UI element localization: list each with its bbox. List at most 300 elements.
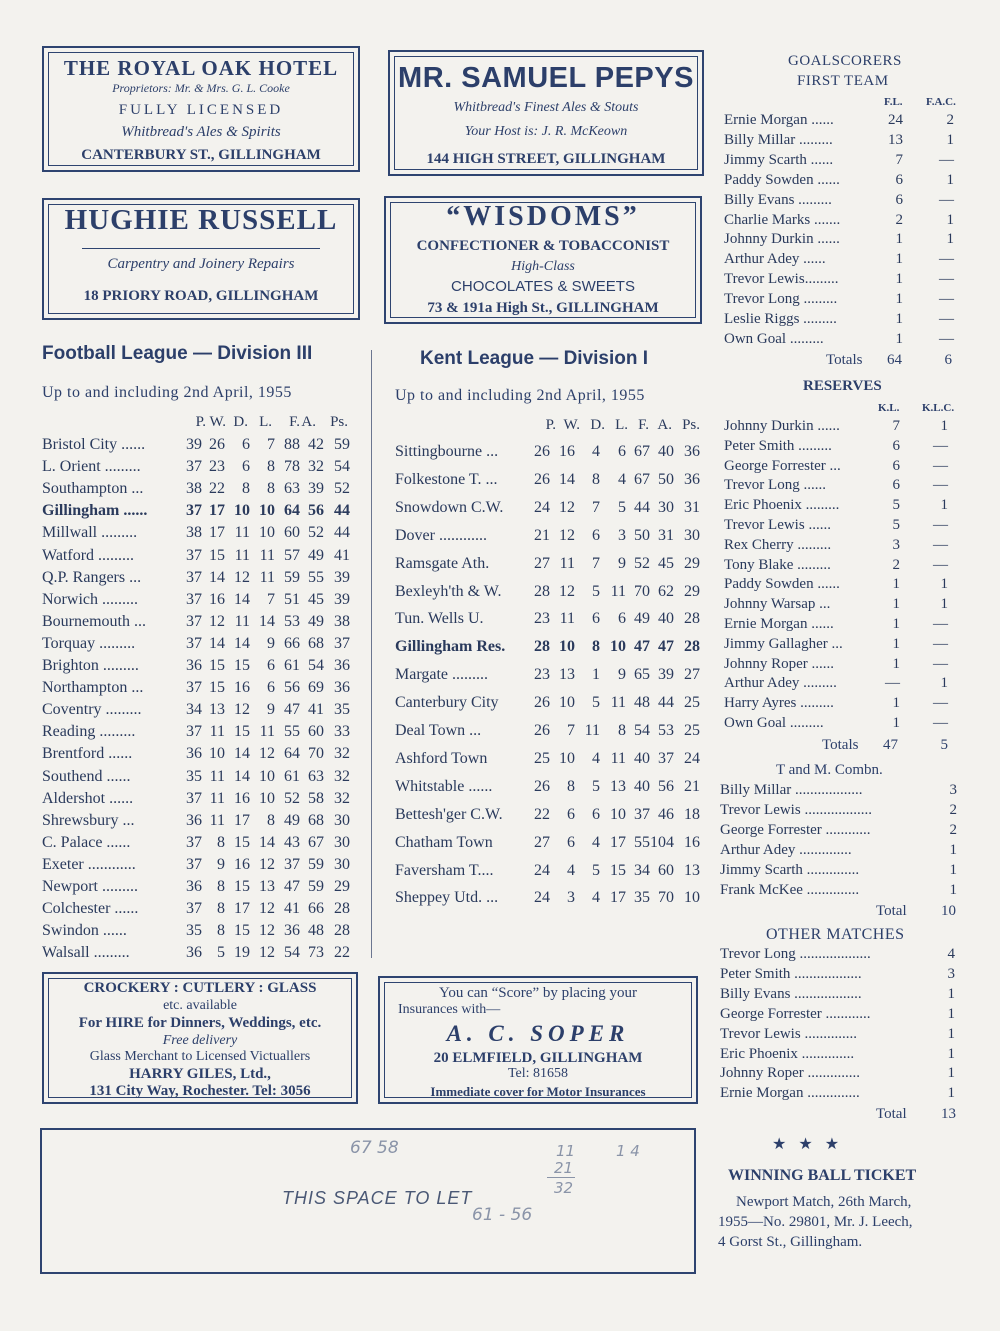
scorer-name: Frank McKee .............. (720, 881, 860, 898)
goals-value: 1 (892, 576, 900, 593)
stat-cell: 38 (186, 480, 202, 498)
goals-value: 1 (949, 841, 957, 858)
ad-address: CANTERBURY ST., GILLINGHAM (81, 147, 321, 163)
stat-cell: 56 (308, 502, 324, 520)
team-name: Brentford ...... (42, 745, 133, 763)
goals-value: 1 (940, 576, 948, 593)
stat-cell: 32 (334, 745, 350, 763)
column-header: P. (545, 417, 556, 433)
scorer-name: Paddy Sowden ...... (724, 576, 840, 593)
stat-cell: 59 (284, 568, 300, 586)
stat-cell: 47 (658, 638, 674, 656)
stat-cell: 22 (334, 944, 350, 962)
stat-cell: 7 (567, 722, 575, 739)
team-name: C. Palace ...... (42, 833, 131, 851)
goals-value: 1 (947, 985, 955, 1002)
stat-cell: 6 (618, 443, 626, 460)
ad-name: HARRY GILES, Ltd., (129, 1066, 271, 1082)
stat-cell: 8 (217, 833, 225, 851)
scorer-name: Paddy Sowden ...... (724, 171, 840, 188)
stat-cell: 6 (242, 436, 250, 453)
stat-cell: 9 (217, 855, 225, 873)
stat-cell: 60 (308, 723, 324, 741)
stat-cell: 37 (186, 502, 202, 520)
goals-value: 1 (947, 1065, 955, 1082)
stat-cell: 40 (634, 749, 650, 767)
stat-cell: 7 (592, 498, 600, 516)
stat-cell: 59 (308, 878, 324, 895)
ad-ales: Whitbread's Ales & Spirits (121, 124, 281, 140)
stat-cell: 10 (209, 745, 225, 763)
goals-value: 3 (949, 782, 957, 798)
goals-value: — (933, 616, 948, 632)
team-name: Aldershot ...... (42, 789, 134, 807)
stat-cell: 40 (658, 610, 674, 628)
stat-cell: 53 (284, 612, 300, 630)
stat-cell: 7 (267, 436, 275, 453)
goals-value: 1 (946, 131, 954, 148)
stat-cell: 16 (234, 679, 250, 697)
scorer-row (0, 882, 990, 902)
stat-cell: 6 (592, 526, 600, 544)
ad-title: “WISDOMS” (446, 201, 640, 232)
ad-tel: Tel: 81658 (507, 1066, 569, 1081)
scorer-name: Arthur Adey ...... (724, 251, 826, 268)
stat-cell: 14 (209, 634, 225, 652)
stat-cell: 34 (186, 701, 202, 719)
team-name: Gillingham ...... (42, 502, 148, 520)
combn-total-label: Total (876, 903, 907, 919)
ad-title: HUGHIE RUSSELL (64, 204, 338, 236)
scorer-name: Johnny Roper ...... (724, 655, 834, 672)
goals-value: 1 (946, 171, 954, 188)
scorer-row (0, 152, 990, 172)
scorer-row (0, 1065, 990, 1085)
goals-value: 1 (940, 596, 948, 613)
scorer-name: Jimmy Scarth .............. (720, 861, 860, 878)
stat-cell: 36 (684, 470, 700, 488)
goals-value: — (933, 536, 948, 553)
stat-cell: 17 (610, 833, 626, 851)
stat-cell: 54 (634, 722, 650, 739)
scorer-row (0, 458, 990, 478)
column-header: D. (590, 417, 605, 433)
stat-cell: 28 (684, 638, 700, 656)
football-league-date: Up to and including 2nd April, 1955 (42, 384, 292, 401)
stat-cell: 23 (534, 666, 550, 684)
stat-cell: 57 (284, 546, 300, 564)
stat-cell: 37 (186, 568, 202, 586)
goals-value: 5 (892, 497, 900, 514)
stat-cell: 104 (650, 833, 674, 851)
goals-value: 1 (895, 271, 903, 288)
ad-trade: CONFECTIONER & TOBACCONIST (416, 238, 670, 254)
stat-cell: 52 (334, 480, 350, 498)
scorer-row (0, 862, 990, 882)
reserves-total-klc: 5 (940, 737, 948, 753)
stat-cell: 14 (209, 568, 225, 586)
stat-cell: 31 (684, 498, 700, 516)
stat-cell: 10 (559, 749, 575, 767)
stat-cell: 48 (308, 922, 324, 940)
team-name: Sittingbourne ... (395, 443, 499, 460)
goals-value: — (933, 517, 948, 533)
scorer-row (0, 695, 990, 715)
stat-cell: 11 (209, 811, 225, 829)
scorer-name: Charlie Marks ....... (724, 211, 841, 228)
stat-cell: 39 (186, 436, 202, 453)
stat-cell: 62 (658, 582, 674, 600)
stat-cell: 52 (284, 789, 300, 807)
stat-cell: 37 (186, 590, 202, 608)
goals-value: — (933, 635, 948, 652)
reserves-col2: K.L.C. (922, 402, 955, 414)
goals-value: 1 (949, 881, 957, 898)
team-name: L. Orient ......... (42, 458, 141, 476)
stat-cell: 37 (186, 723, 202, 741)
ad-ales: Whitbread's Finest Ales & Stouts (453, 100, 639, 115)
stat-cell: 11 (234, 546, 250, 564)
kent-league-title: Kent League — Division I (420, 348, 649, 369)
stat-cell: 22 (534, 805, 550, 823)
goalscorers-title: GOALSCORERS (788, 53, 902, 69)
stat-cell: 8 (267, 811, 275, 829)
stat-cell: 35 (334, 701, 350, 719)
stat-cell: 13 (209, 701, 225, 719)
stat-cell: 26 (534, 777, 550, 795)
stat-cell: 37 (634, 805, 650, 823)
stat-cell: 56 (658, 777, 674, 795)
scorer-name: Ernie Morgan ...... (724, 112, 834, 128)
stat-cell: 12 (234, 568, 250, 586)
team-name: Coventry ......... (42, 701, 142, 719)
stat-cell: 11 (610, 749, 626, 767)
team-name: Bournemouth ... (42, 612, 146, 630)
stat-cell: 38 (186, 524, 202, 542)
stat-cell: 10 (610, 638, 626, 656)
scorer-row (0, 802, 990, 822)
stat-cell: 47 (284, 878, 300, 895)
stat-cell: 11 (209, 767, 225, 785)
scorer-name: Ernie Morgan .............. (720, 1085, 860, 1102)
stat-cell: 17 (610, 889, 626, 907)
scorer-row (0, 251, 990, 271)
scorer-name: Leslie Riggs ......... (724, 311, 837, 327)
table-row (0, 922, 710, 942)
goals-value: 2 (895, 211, 903, 228)
goals-value: 1 (940, 675, 948, 692)
stat-cell: 54 (284, 944, 300, 962)
stat-cell: 26 (534, 443, 550, 460)
stat-cell: 9 (267, 634, 275, 652)
stat-cell: 8 (267, 480, 275, 498)
goals-value: — (933, 477, 948, 494)
stat-cell: 5 (618, 498, 626, 516)
stat-cell: 44 (334, 524, 350, 542)
stat-cell: 44 (634, 498, 650, 516)
stat-cell: 26 (534, 722, 550, 739)
stat-cell: 11 (209, 789, 225, 807)
stat-cell: 44 (658, 694, 674, 712)
goals-value: — (939, 330, 954, 347)
stat-cell: 25 (684, 722, 700, 739)
team-name: Exeter ............ (42, 855, 136, 873)
scorer-name: Johnny Durkin ...... (724, 418, 840, 434)
stat-cell: 88 (284, 436, 300, 453)
stat-cell: 14 (559, 470, 575, 488)
scorer-row (0, 212, 990, 232)
goals-value: 1 (949, 861, 957, 878)
ad-address: 18 PRIORY ROAD, GILLINGHAM (83, 288, 319, 304)
scorer-name: Billy Evans .................. (720, 985, 862, 1002)
stat-cell: 23 (209, 458, 225, 476)
stat-cell: 12 (559, 498, 575, 516)
scorer-name: Billy Millar .................. (720, 782, 863, 798)
stat-cell: 35 (186, 922, 202, 940)
stat-cell: 51 (284, 590, 300, 608)
stat-cell: 14 (259, 833, 275, 851)
reserves-title: RESERVES (803, 378, 882, 394)
scorer-name: Tony Blake ......... (724, 556, 831, 573)
stat-cell: 37 (186, 833, 202, 851)
stat-cell: 39 (334, 590, 350, 608)
stat-cell: 68 (308, 634, 324, 652)
team-name: Dover ............ (395, 526, 487, 544)
stat-cell: 11 (559, 554, 575, 572)
stat-cell: 26 (534, 694, 550, 712)
stat-cell: 78 (284, 458, 300, 476)
column-header: Ps. (682, 417, 700, 433)
stat-cell: 36 (334, 657, 350, 674)
goals-value: 1 (892, 715, 900, 731)
stat-cell: 12 (259, 900, 275, 918)
scorer-row (0, 636, 990, 656)
scorer-name: George Forrester ............ (720, 1005, 871, 1022)
stat-cell: 12 (259, 922, 275, 940)
goals-value: 1 (947, 1025, 955, 1042)
stat-cell: 59 (308, 855, 324, 873)
stat-cell: 16 (234, 789, 250, 807)
scorer-row (0, 112, 990, 132)
stat-cell: 35 (634, 889, 650, 907)
stat-cell: 8 (267, 458, 275, 476)
goals-value: 1 (895, 291, 903, 308)
column-header: L. (615, 417, 628, 433)
scorer-row (0, 675, 990, 695)
team-name: Whitstable ...... (395, 777, 493, 795)
stat-cell: 39 (658, 666, 674, 684)
stat-cell: 6 (592, 610, 600, 628)
stat-cell: 7 (267, 590, 275, 608)
stat-cell: 36 (186, 745, 202, 763)
team-name: Tun. Wells U. (395, 610, 484, 628)
ad-licensed: FULLY LICENSED (118, 102, 284, 118)
stat-cell: 52 (308, 524, 324, 542)
stat-cell: 8 (217, 922, 225, 940)
stat-cell: 3 (567, 889, 575, 907)
stat-cell: 8 (217, 878, 225, 895)
stat-cell: 60 (658, 861, 674, 879)
kent-league-date: Up to and including 2nd April, 1955 (395, 387, 645, 404)
stat-cell: 47 (634, 638, 650, 656)
scorer-name: Billy Evans ......... (724, 191, 832, 208)
scorer-name: Trevor Long ...... (724, 477, 826, 494)
stat-cell: 4 (592, 749, 600, 767)
scorer-row (0, 842, 990, 862)
stat-cell: 24 (534, 861, 550, 879)
scorer-name: George Forrester ............ (720, 821, 871, 838)
goals-value: 1 (892, 695, 900, 712)
column-header: A. (301, 414, 316, 430)
ad-available: etc. available (163, 998, 237, 1013)
goals-value: 1 (940, 418, 948, 434)
stat-cell: 27 (534, 554, 550, 572)
stat-cell: 13 (259, 878, 275, 895)
team-name: Southampton ... (42, 480, 144, 498)
ad-host: Your Host is: J. R. McKeown (464, 124, 628, 139)
scorer-row (0, 517, 990, 537)
stat-cell: 15 (234, 657, 250, 674)
stat-cell: 15 (209, 546, 225, 564)
scorer-name: Own Goal ......... (724, 330, 824, 347)
stat-cell: 49 (284, 811, 300, 829)
ad-name: A. C. SOPER (446, 1021, 630, 1046)
stat-cell: 37 (284, 855, 300, 873)
stat-cell: 25 (684, 694, 700, 712)
scorer-row (0, 616, 990, 636)
stat-cell: 12 (234, 701, 250, 719)
goals-value: 1 (895, 311, 903, 327)
goals-value: 6 (892, 457, 900, 474)
handwritten-line (547, 1177, 575, 1178)
goals-value: 3 (947, 965, 955, 982)
stat-cell: 52 (634, 554, 650, 572)
scorer-name: Trevor Lewis......... (724, 271, 839, 288)
stat-cell: 19 (234, 944, 250, 962)
team-name: Swindon ...... (42, 922, 127, 940)
scorer-row (0, 311, 990, 331)
stat-cell: 15 (234, 922, 250, 940)
stat-cell: 11 (259, 568, 275, 586)
team-name: Ashford Town (395, 749, 488, 767)
stat-cell: 15 (610, 861, 626, 879)
goals-value: 1 (947, 1005, 955, 1022)
stat-cell: 12 (259, 855, 275, 873)
column-header: P. (195, 414, 206, 430)
stat-cell: 45 (308, 590, 324, 608)
stat-cell: 37 (186, 855, 202, 873)
stat-cell: 11 (259, 546, 275, 564)
stat-cell: 66 (284, 634, 300, 652)
team-name: Shrewsbury ... (42, 811, 135, 829)
stat-cell: 6 (567, 805, 575, 823)
ad-address: 73 & 191a High St., GILLINGHAM (427, 300, 659, 316)
first-team-col2: F.A.C. (926, 96, 956, 108)
scorer-name: Johnny Durkin ...... (724, 231, 840, 248)
first-team-col1: F.L. (884, 96, 903, 108)
goals-value: — (939, 311, 954, 327)
team-name: Northampton ... (42, 679, 144, 697)
stat-cell: 47 (284, 701, 300, 719)
team-name: Brighton ......... (42, 657, 139, 674)
stat-cell: 70 (634, 582, 650, 600)
goals-value: 2 (892, 556, 900, 573)
goals-value: 1 (892, 635, 900, 652)
stat-cell: 14 (234, 590, 250, 608)
column-header: F. (638, 417, 649, 433)
ad-line2: Insurances with— (398, 1002, 501, 1017)
stat-cell: 40 (634, 777, 650, 795)
stat-cell: 12 (259, 745, 275, 763)
stat-cell: 48 (634, 694, 650, 712)
stat-cell: 24 (534, 498, 550, 516)
team-name: Ramsgate Ath. (395, 554, 490, 572)
winning-ticket-title: WINNING BALL TICKET (728, 1167, 917, 1184)
reserves-total-kl: 47 (883, 737, 898, 753)
team-name: Chatham Town (395, 833, 493, 851)
scorer-row (0, 596, 990, 616)
stat-cell: 36 (334, 679, 350, 697)
scorer-row (0, 132, 990, 152)
stat-cell: 5 (592, 861, 600, 879)
stat-cell: 64 (284, 745, 300, 763)
scorer-row (0, 1046, 990, 1066)
stat-cell: 37 (186, 789, 202, 807)
ad-title: THE ROYAL OAK HOTEL (63, 56, 339, 80)
goals-value: — (939, 291, 954, 308)
team-name: Bettesh'ger C.W. (395, 805, 503, 823)
scorer-row (0, 172, 990, 192)
stat-cell: 36 (684, 443, 700, 460)
stat-cell: 46 (658, 805, 674, 823)
stat-cell: 37 (186, 634, 202, 652)
scorer-name: Johnny Roper .............. (720, 1065, 860, 1082)
stat-cell: 6 (267, 657, 275, 674)
scorer-row (0, 192, 990, 212)
stat-cell: 11 (610, 582, 626, 600)
stat-cell: 27 (684, 666, 700, 684)
stat-cell: 29 (334, 878, 350, 895)
stat-cell: 30 (684, 526, 700, 544)
stat-cell: 60 (284, 524, 300, 542)
ad-delivery: Free delivery (162, 1033, 238, 1048)
ad-proprietors: Proprietors: Mr. & Mrs. G. L. Cooke (112, 81, 290, 95)
goals-value: 4 (947, 946, 955, 962)
scorer-name: George Forrester ... (724, 457, 841, 474)
stat-cell: 10 (684, 889, 700, 907)
stat-cell: 12 (559, 526, 575, 544)
scorer-row (0, 1006, 990, 1026)
stat-cell: 16 (209, 590, 225, 608)
winning-ticket-line3: 4 Gorst St., Gillingham. (718, 1234, 863, 1250)
scorer-name: Billy Millar ......... (724, 131, 833, 148)
other-total-label: Total (876, 1106, 907, 1122)
stat-cell: 49 (634, 610, 650, 628)
stat-cell: 11 (209, 723, 225, 741)
stat-cell: 15 (234, 878, 250, 895)
stat-cell: 9 (618, 666, 626, 684)
stat-cell: 69 (308, 679, 324, 697)
scorer-name: Trevor Lewis .................. (720, 801, 872, 818)
ad-goods: CHOCOLATES & SWEETS (451, 278, 635, 295)
stat-cell: 13 (559, 666, 575, 684)
goals-value: — (933, 695, 948, 712)
stat-cell: 38 (334, 612, 350, 630)
first-team-title: FIRST TEAM (797, 73, 889, 89)
column-header: D. (233, 414, 248, 430)
column-header: F. (289, 414, 300, 430)
team-name: Southend ...... (42, 767, 131, 785)
